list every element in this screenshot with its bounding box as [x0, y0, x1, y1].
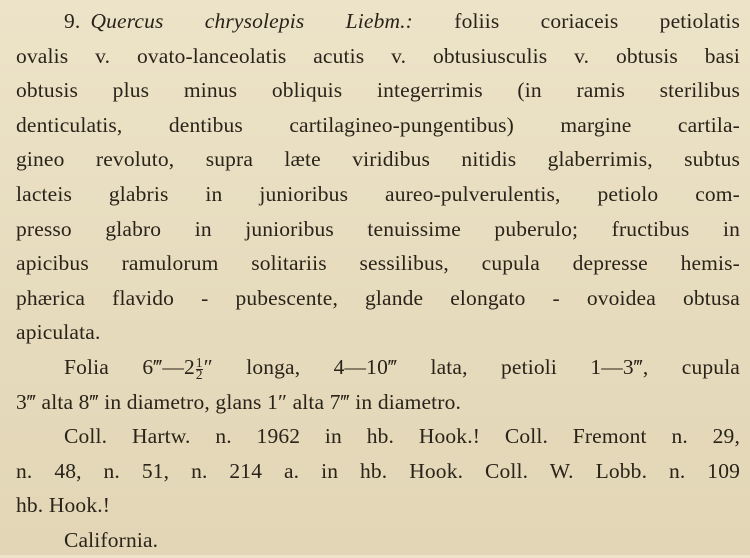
description-line: apicibus ramulorum solitariis sessilibus, cupula depresse hemis-: [16, 251, 740, 276]
description-line: gineo revoluto, supra læte viridibus nitidis glaberrimis, subtus: [16, 147, 740, 172]
collections-paragraph: [16, 419, 740, 523]
locality-paragraph: [16, 523, 740, 558]
measurements-line: [16, 350, 740, 385]
species-name: Quercus chrysolepis Liebm.:: [90, 9, 413, 33]
description-line: obtusis plus minus obliquis integerrimis (in ramis sterilibus: [16, 78, 740, 103]
fraction: [195, 354, 203, 382]
collections-line: hb. Hook.!: [16, 493, 111, 518]
measurements-text: Folia 6‴—2: [64, 354, 195, 379]
locality-line: California.: [64, 527, 159, 552]
description-text: foliis coriaceis petiolatis: [454, 9, 740, 33]
description-line: ovalis v. ovato-lanceolatis acutis v. obtusiusculis v. obtusis basi: [16, 43, 740, 68]
measurements-text: ″ longa, 4—10‴ lata, petioli 1—3‴, cupula: [203, 354, 741, 379]
collections-line: n. 48, n. 51, n. 214 a. in hb. Hook. Coll. W. Lobb. n. 109: [16, 458, 740, 483]
description-line: phærica flavido - pubescente, glande elongato - ovoidea obtusa: [16, 285, 740, 310]
measurements-paragraph: [16, 350, 740, 419]
description-line: [16, 4, 740, 39]
entry-number: 9.: [64, 9, 81, 33]
description-line: lacteis glabris in junioribus aureo-pulverulentis, petiolo com-: [16, 181, 740, 206]
collections-line: Coll. Hartw. n. 1962 in hb. Hook.! Coll. Fremont n. 29,: [64, 424, 740, 449]
species-description: [16, 4, 740, 350]
description-line: presso glabro in junioribus tenuissime puberulo; fructibus in: [16, 216, 740, 241]
description-line: apiculata.: [16, 320, 101, 345]
description-line: denticulatis, dentibus cartilagineo-pungentibus) margine cartila-: [16, 112, 740, 137]
fraction-numerator: 1: [195, 354, 203, 370]
measurements-line: 3‴ alta 8‴ in diametro, glans 1″ alta 7‴ in diametro.: [16, 389, 461, 414]
fraction-denominator: 2: [195, 366, 203, 382]
